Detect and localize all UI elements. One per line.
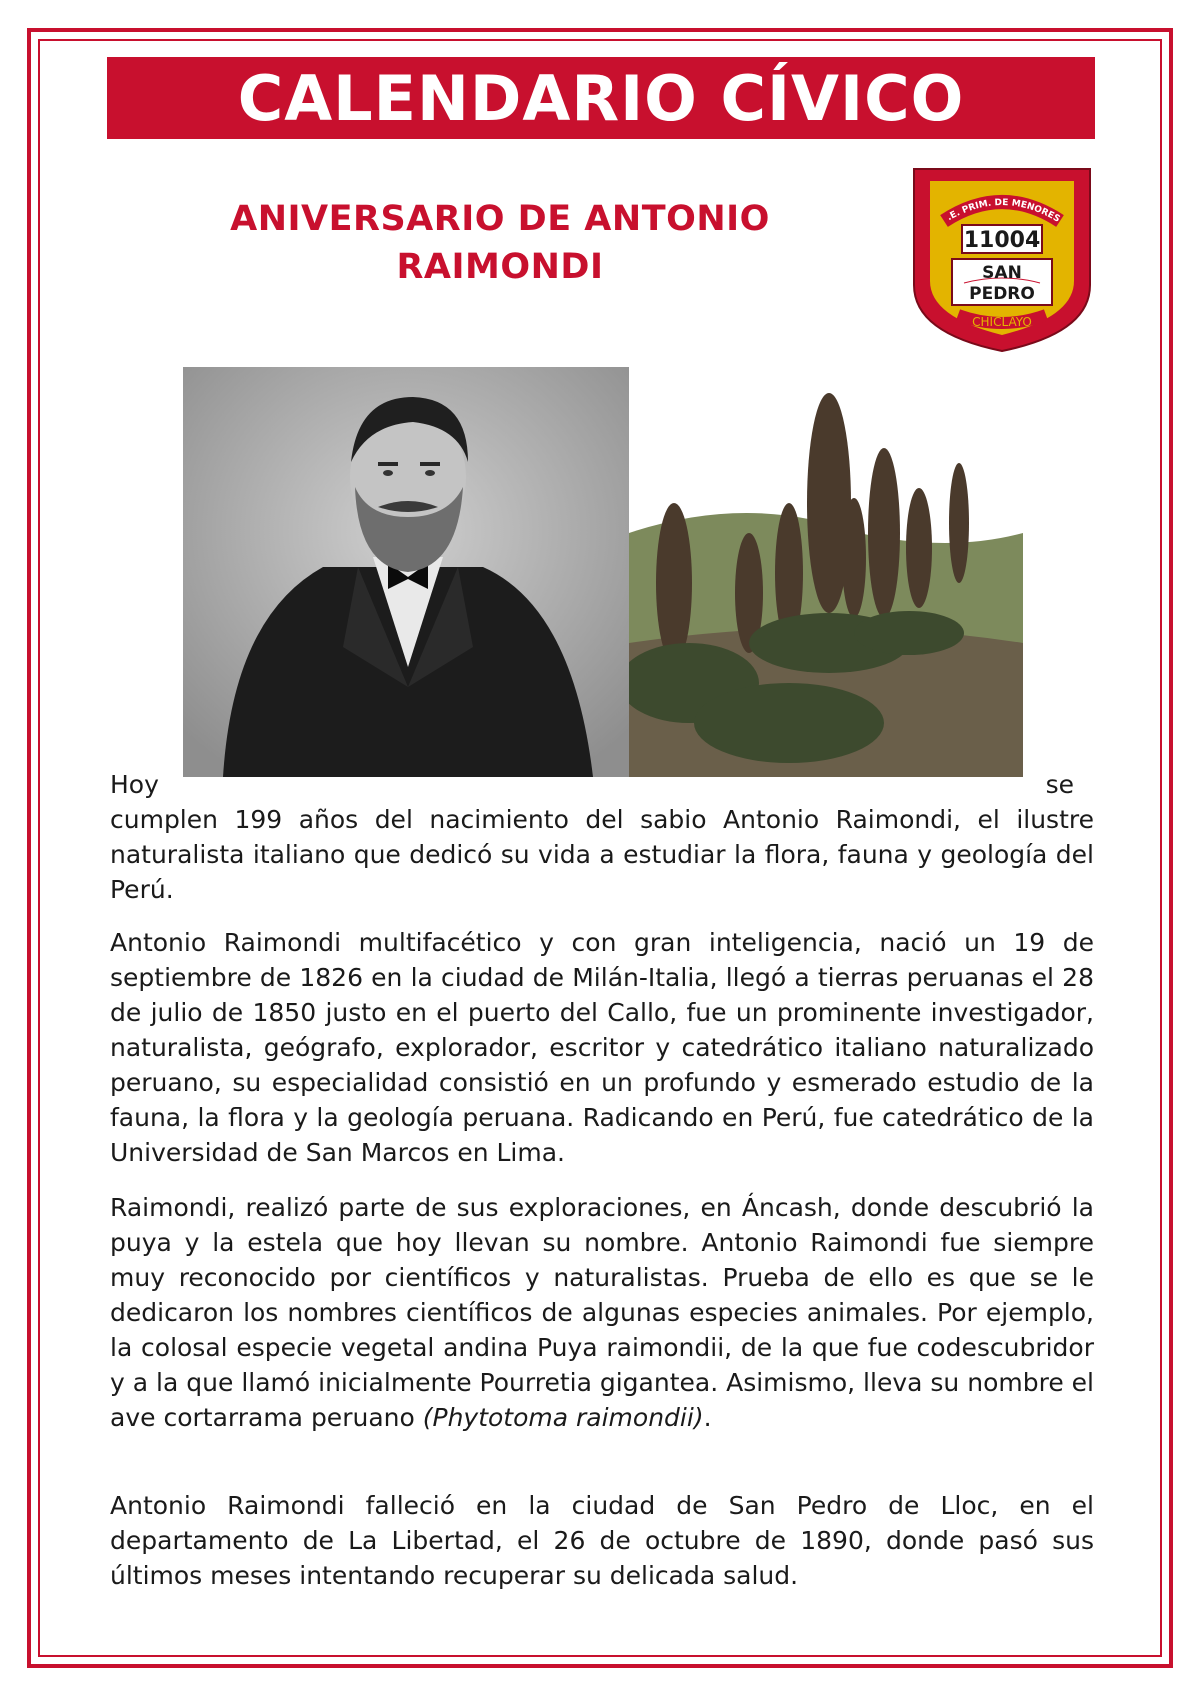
subtitle-line-2: RAIMONDI	[396, 247, 604, 287]
paragraph-1-text: cumplen 199 años del nacimiento del sabio Antonio Raimondi, el ilustre naturalista italiano que dedicó su vida a estudiar la flora, fauna y geología del Perú.	[110, 805, 1094, 904]
emblem-name-line1: SAN	[982, 263, 1022, 283]
subtitle-line-1: ANIVERSARIO DE ANTONIO	[230, 199, 770, 239]
paragraph-3-end: .	[703, 1403, 712, 1432]
paragraph-1-first-line	[110, 767, 1074, 802]
puya-photo	[629, 383, 1023, 777]
portrait-photo	[183, 367, 629, 777]
subtitle	[150, 195, 850, 291]
paragraph-2	[110, 925, 1094, 1170]
paragraph-3	[110, 1190, 1094, 1435]
page-title: CALENDARIO CÍVICO	[237, 61, 965, 135]
emblem-arc-text: .E. PRIM. DE MENORES	[945, 197, 1062, 225]
emblem-number: 11004	[963, 228, 1041, 253]
paragraph-3-italic: (Phytotoma raimondii)	[422, 1403, 704, 1432]
paragraph-1-start: Hoy	[110, 770, 159, 799]
emblem-name-line2: PEDRO	[969, 284, 1035, 304]
paragraph-3-main: Raimondi, realizó parte de sus exploraciones, en Áncash, donde descubrió la puya y la estela que hoy llevan su nombre. Antonio Raimondi fue siempre muy reconocido por científicos y naturalistas. Prueba de ello es que se le dedicaron los nombres científicos de algunas especies animales. Por ejemplo, la colosal especie vegetal andina Puya raimondii, de la que fue codescubridor y a la que llamó inicialmente Pourretia gigantea. Asimismo, lleva su nombre el ave cortarrama peruano	[110, 1193, 1094, 1432]
paragraph-4	[110, 1488, 1094, 1593]
header-banner	[107, 57, 1095, 139]
emblem-city: CHICLAYO	[972, 315, 1032, 329]
paragraph-3-text	[110, 1190, 1094, 1435]
paragraph-1	[110, 802, 1094, 907]
paragraph-4-text: Antonio Raimondi falleció en la ciudad de San Pedro de Lloc, en el departamento de La Libertad, el 26 de octubre de 1890, donde pasó sus últimos meses intentando recuperar su delicada salud.	[110, 1491, 1094, 1590]
paragraph-1-end-word: se	[1045, 770, 1074, 799]
school-emblem	[908, 165, 1096, 355]
paragraph-2-text: Antonio Raimondi multifacético y con gran inteligencia, nació un 19 de septiembre de 1826 en la ciudad de Milán-Italia, llegó a tierras peruanas el 28 de julio de 1850 justo en el puerto del Callo, fue un prominente investigador, naturalista, geógrafo, explorador, escritor y catedrático italiano naturalizado peruano, su especialidad consistió en un profundo y esmerado estudio de la fauna, la flora y la geología peruana. Radicando en Perú, fue catedrático de la Universidad de San Marcos en Lima.	[110, 928, 1094, 1167]
